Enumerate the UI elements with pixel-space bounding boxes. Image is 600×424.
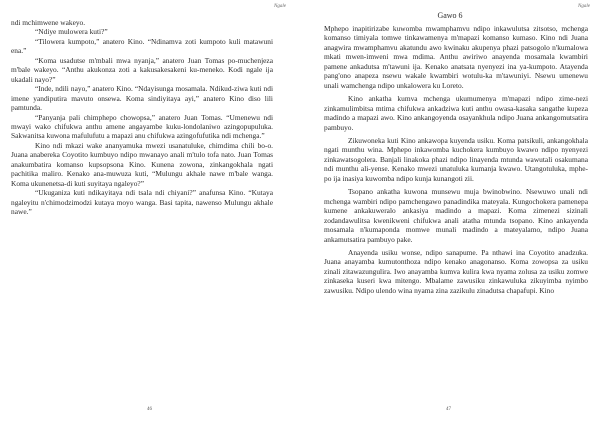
- paragraph: ndi mchimwene wakeyo.: [11, 18, 86, 27]
- paragraph: “Inde, ndili nayo,” anatero Kino. “Ndayisunga mosamala. Ndikud-ziwa kuti ndi imene yandiputira mavuto onsewa. Koma sindiyitaya ayi,” anatero Kino diso lili pamtunda.: [11, 84, 273, 113]
- page-number: 47: [446, 407, 451, 412]
- left-page-text: [11, 18, 273, 217]
- right-page: [300, 0, 600, 424]
- paragraph: “Ndiye mulowera kuti?”: [35, 27, 108, 37]
- paragraph: Kino ndi mkazi wake ananyamuka mwezi usanatuluke, chimdima chili bo-o. Juana anabereka Coyotito kumbuyo ndipo mwanayo anali m'tulo tofa nato. Juan Tomas anakumbatira komanso kupsopsona Kino. Kunena zowona, zinkangokhala ngati pachitika maliro. Kenako ana-muwuza kuti, “Mulungu akhale nawe m'bale wanga. Koma ukunenetsa-di kuti suyitaya ngaleyo?”: [11, 140, 273, 188]
- paragraph: Anayenda usiku wonse, ndipo sanapume. Pa nthawi ina Coyotito anadzuka. Juana anayamba kumutonthoza ndipo kenako anagonanso. Koma zowopsa za usiku zinali zitawazungulira. Iwo anayamba kumva kulira kwa nyama zolusa za usiku zomwe zinkaseka kuseri kwa mitengo. Mbalame zawusiku zinkawuluka zikuyimba nyimbo zawusiku. Ndipo ulendo wina nyama zina zazikulu zinadutsa chapafupi. Kino: [324, 247, 588, 295]
- running-head: Ngale: [578, 4, 590, 9]
- paragraph: “Koma usadutse m'mbali mwa nyanja,” anatero Juan Tomas po-muchenjeza m'bale wakeyo. “Anthu akukonza zoti a kakusakesakeni ku-meneko. Kodi ngale ija ukadali nayo?”: [11, 55, 273, 84]
- page-number: 46: [147, 407, 152, 412]
- paragraph: Mphepo inapitirizabe kuwomba mwamphamvu ndipo inkawulutsa zitsotso, mchenga komanso timiyala tomwe tinkawamenya m'mapazi komanso kumaso. Kino ndi Juana anagwira mwamphamvu akatundu awo kwinaku akupenya phazi patsogolo n'kumalowa mkati mwen-imweni mwa mdima. Anthu awiriwo anayenda mosamala kwambiri pamene ankadutsa m'tawuni ija. Kenako anatsata nyenyezi ina ya-kumpoto. Atayenda pang'ono anapeza nsewu wakale kwambiri wotulu-ka m'tawuniyi. Nsewu umenewu unali wamchenga ndipo unkalowera ku Loreto.: [324, 24, 588, 90]
- paragraph: Kino ankatha kumva mchenga ukumumenya m'mapazi ndipo zime-nezi zinkamulimbitsa mtima chifukwa ankadziwa kuti anthu owasa-kasaka sangathe kupeza madindo a mapazi awo. Kino ankangoyenda osayankhula ndipo Juana ankangomutsatira pambuyo.: [324, 94, 588, 132]
- chapter-title: Gawo 6: [437, 11, 463, 20]
- paragraph: “Tilowera kumpoto,” anatero Kino. “Ndinamva zoti kumpoto kuli matawuni ena.”: [11, 36, 273, 56]
- paragraph: “Panyanja pali chimphepo chowopsa,” anatero Juan Tomas. “Umenewu ndi mwayi wako chifukwa anthu amene angayambe kuku-londolaniwo azingopupuluka. Sakwanitsa kuwona mafulufutu a mapazi anu chifukwa azingofufutika ndi mchenga.”: [11, 112, 273, 141]
- paragraph: Tsopano ankatha kuwona munsewu muja bwinobwino. Nsewuwo unali ndi mchenga wambiri ndipo pamchengawo panadindika mateyala. Kungochokera pamenepa kumene ankakuweralo ankasiya madindo a mapazi. Koma zimenezi sizinali zodandawulitsa kwenikweni chifukwa anali atatha mtunda tsopano. Kino ankayenda mosamala n'kumaponda momwe munali madindo a mateyalamo, ndipo Juana ankamutsatira pambuyo pake.: [324, 187, 588, 244]
- paragraph: Zikuwoneka kuti Kino ankawopa kuyenda usiku. Koma patsikuli, ankangokhala ngati munthu wina. Mphepo inkawomba kuchokera kumbuyo kwawo ndipo nyenyezi zinkawatsogolera. Banjali linakoka phazi ndipo linayenda mtunda wawutali osakumana ndi munthu ali-yense. Kenako mwezi unatuluka kumanja kwawo. Utangotuluka, mphe-po ija inasiya kuwomba ndipo kunja kunangoti zii.: [324, 135, 588, 183]
- right-page-text: [324, 24, 588, 295]
- paragraph: “Ukuganiza kuti ndikayitaya ndi tsala ndi chiyani?” anafunsa Kino. “Kutaya ngaleyitu n'chimodzimodzi kutaya moyo wanga. Basi tapita, nawenso Mulungu akhale nawe.”: [11, 188, 273, 217]
- running-head: Ngale: [274, 4, 286, 9]
